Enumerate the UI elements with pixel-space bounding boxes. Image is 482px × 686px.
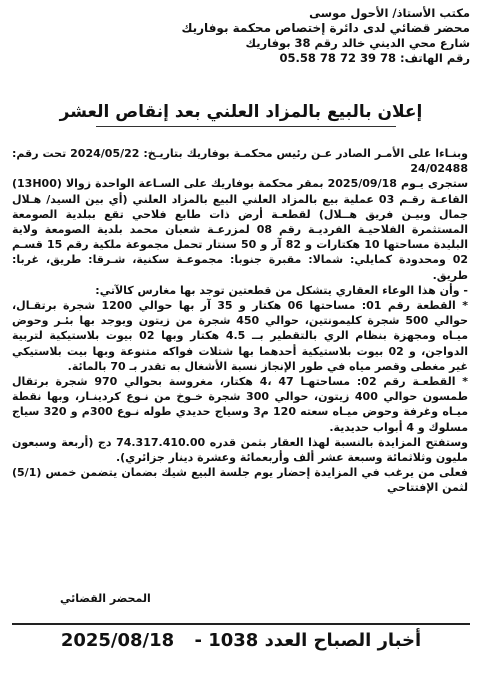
parcel-2-details: * القطعـة رقم 02: مساحتهـا 47 ،4 هكتار، مغروسة بحوالي 970 شجرة برتقال طمسون حوالي 400 زيتون، حوالي 300 شجرة خـوخ من نـوع كردينـار، وبها نقطة ميـاه وغرفة وحوض ميـاه سعته 120 م3 وسياج حديدي طوله نـوع 300م و 320 سياج مسلوك و 4 أبواب حديدية.: [12, 375, 469, 434]
newspaper-issue: أخبار الصباح العدد 1038 -: [194, 630, 422, 651]
issue-date: 2025/08/18: [60, 630, 175, 651]
title-underline: [96, 126, 396, 127]
office-jurisdiction: محضر قضائي لدى دائرة إختصاص محكمة بوفاريك: [181, 21, 470, 35]
opening-price: وستفتح المزايدة بالنسبة لهذا العقار بثمن قدره 74.317.410.00 دج (أربعة وسبعون مليون وثلاثمائة وسبعة عشر ألف وأربعمائة وعشرة دينار جزائري).: [12, 435, 468, 465]
order-reference: وبنـاءا على الأمـر الصادر عـن رئيس محكمـة بوفاريك بتاريـخ: 2024/05/22 تحت رقم: 24/02488: [12, 147, 469, 176]
office-address: شارع محي الديني خالد رقم 38 بوفاريك: [245, 36, 470, 50]
notice-title: إعلان بالبيع بالمزاد العلني بعد إنقاص العشر: [59, 102, 423, 122]
parcel-1-details: * القطعة رقم 01: مساحتها 06 هكتار و 35 آر بها حوالي 1200 شجرة برتقـال، حوالي 500 شجرة كليمونتين، حوالي 450 شجرة من زيتون ويوجد بها بئـر وحوض ميـاه ومجهزة بنظام الري بالتقطير بــ 4.5 هكتار وبها 02 بيوت بلاستيكية لتربية الدواجن، و 02 بيوت بلاستيكية أحدهما بها شتلات فواكه متنوعة وبها بيت بلاستيكي غير مغطى وقصر مياه في طور الإنجاز نسبة الأشغال به تقدر بـ 70 بالمائة.: [12, 299, 469, 373]
parcels-intro: - وأن هذا الوعاء العقاري يتشكل من قطعتين توجد بها مغارس كالآتي:: [95, 283, 468, 297]
auction-details: ستجرى يـوم 2025/09/18 بمقر محكمة بوفاريك على السـاعة الواحدة زوالا (13H00) القاعـة رقـم 03 عملية بيع بالمزاد العلني البيع بالمزاد العلني (أي بين السيد/ هـلال جمال وبيـن فريق هــلال) لقطعـة أرض ذات طابع فلاحي تقع ببلدية الصومعة المستثمرة الفلاحيـة الفرديـة رقم 08 لمزرعـة شعبان محمد بلدية الصومعة ولاية البليدة مساحتها 10 هكتارات و 82 آر و 50 سنتار تحمل مجموعة ملكية رقم 15 قسـم 02 ومحدودة كمايلي: شمالا: مقبرة جنوبا: مجموعـة سكنية، شـرقا: طريق، غربا: طريق.: [12, 177, 469, 282]
newspaper-footer: [12, 628, 470, 654]
bailiff-header: [130, 6, 470, 66]
notice-body: [12, 146, 468, 496]
footer-rule: [12, 623, 470, 625]
office-name: مكتب الأستاذ/ الأحول موسى: [309, 6, 470, 20]
deposit-requirement: فعلى من يرغب في المزايدة إحضار يوم جلسة البيع شيك بضمان يتضمن خمس (5/1) لثمن الإفتتاحي: [12, 466, 468, 495]
signature: المحضر القضائي: [60, 592, 151, 605]
office-phone: رقم الهاتف: 78 39 72 78 05.58: [279, 51, 470, 65]
